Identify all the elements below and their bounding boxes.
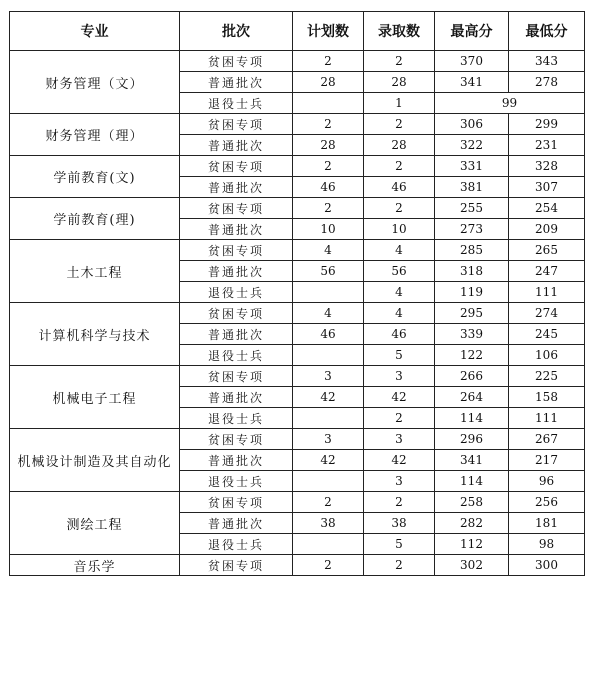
max-score-cell: 258: [435, 492, 509, 513]
max-score-cell: 114: [435, 408, 509, 429]
header-row: [10, 12, 585, 51]
major-cell: 财务管理（文）: [10, 51, 180, 114]
admitted-cell: 5: [364, 345, 435, 366]
batch-cell: 贫困专项: [180, 156, 293, 177]
batch-cell: 贫困专项: [180, 114, 293, 135]
batch-cell: 退役士兵: [180, 93, 293, 114]
admitted-cell: 2: [364, 555, 435, 576]
max-score-cell: 119: [435, 282, 509, 303]
max-score-cell: 282: [435, 513, 509, 534]
major-cell: 土木工程: [10, 240, 180, 303]
batch-cell: 退役士兵: [180, 282, 293, 303]
plan-cell: 56: [293, 261, 364, 282]
max-score-cell: 381: [435, 177, 509, 198]
batch-cell: 退役士兵: [180, 471, 293, 492]
plan-cell: 4: [293, 303, 364, 324]
plan-cell: 2: [293, 492, 364, 513]
header-major: 专业: [10, 12, 180, 51]
plan-cell: [293, 408, 364, 429]
max-score-cell: 341: [435, 450, 509, 471]
header-admitted: 录取数: [364, 12, 435, 51]
table-row: [10, 303, 585, 324]
min-score-cell: 158: [509, 387, 585, 408]
admitted-cell: 3: [364, 429, 435, 450]
table-row: [10, 240, 585, 261]
batch-cell: 普通批次: [180, 219, 293, 240]
plan-cell: [293, 345, 364, 366]
plan-cell: 2: [293, 198, 364, 219]
min-score-cell: 307: [509, 177, 585, 198]
batch-cell: 退役士兵: [180, 345, 293, 366]
plan-cell: 2: [293, 156, 364, 177]
batch-cell: 普通批次: [180, 450, 293, 471]
plan-cell: 2: [293, 114, 364, 135]
plan-cell: [293, 282, 364, 303]
batch-cell: 贫困专项: [180, 240, 293, 261]
admitted-cell: 2: [364, 51, 435, 72]
min-score-cell: 245: [509, 324, 585, 345]
max-score-cell: 255: [435, 198, 509, 219]
max-score-cell: 295: [435, 303, 509, 324]
min-score-cell: 265: [509, 240, 585, 261]
plan-cell: 42: [293, 387, 364, 408]
admitted-cell: 3: [364, 366, 435, 387]
table-row: [10, 555, 585, 576]
max-score-cell: 322: [435, 135, 509, 156]
header-min-score: 最低分: [509, 12, 585, 51]
plan-cell: 4: [293, 240, 364, 261]
batch-cell: 退役士兵: [180, 534, 293, 555]
max-score-cell: 339: [435, 324, 509, 345]
min-score-cell: 96: [509, 471, 585, 492]
max-score-cell: 285: [435, 240, 509, 261]
max-score-cell: 318: [435, 261, 509, 282]
plan-cell: [293, 93, 364, 114]
max-score-cell: 266: [435, 366, 509, 387]
admitted-cell: 4: [364, 303, 435, 324]
plan-cell: 46: [293, 177, 364, 198]
min-score-cell: 217: [509, 450, 585, 471]
plan-cell: 28: [293, 72, 364, 93]
table-row: [10, 492, 585, 513]
max-score-cell: 114: [435, 471, 509, 492]
batch-cell: 普通批次: [180, 72, 293, 93]
max-score-cell: 273: [435, 219, 509, 240]
header-batch: 批次: [180, 12, 293, 51]
major-cell: 学前教育(文): [10, 156, 180, 198]
min-score-cell: 209: [509, 219, 585, 240]
batch-cell: 普通批次: [180, 177, 293, 198]
min-score-cell: 225: [509, 366, 585, 387]
admitted-cell: 42: [364, 387, 435, 408]
min-score-cell: 274: [509, 303, 585, 324]
plan-cell: [293, 534, 364, 555]
admitted-cell: 5: [364, 534, 435, 555]
batch-cell: 贫困专项: [180, 198, 293, 219]
admitted-cell: 46: [364, 324, 435, 345]
batch-cell: 普通批次: [180, 513, 293, 534]
max-score-cell: 296: [435, 429, 509, 450]
major-cell: 学前教育(理): [10, 198, 180, 240]
max-score-cell: 331: [435, 156, 509, 177]
admitted-cell: 2: [364, 114, 435, 135]
admitted-cell: 28: [364, 135, 435, 156]
min-score-cell: 300: [509, 555, 585, 576]
min-score-cell: 278: [509, 72, 585, 93]
admitted-cell: 2: [364, 492, 435, 513]
plan-cell: 28: [293, 135, 364, 156]
min-score-cell: 231: [509, 135, 585, 156]
plan-cell: 3: [293, 429, 364, 450]
batch-cell: 普通批次: [180, 324, 293, 345]
min-score-cell: 111: [509, 282, 585, 303]
plan-cell: 2: [293, 555, 364, 576]
admitted-cell: 42: [364, 450, 435, 471]
batch-cell: 贫困专项: [180, 51, 293, 72]
admitted-cell: 2: [364, 198, 435, 219]
batch-cell: 普通批次: [180, 387, 293, 408]
max-score-cell: 306: [435, 114, 509, 135]
table-row: [10, 198, 585, 219]
admitted-cell: 4: [364, 240, 435, 261]
batch-cell: 贫困专项: [180, 303, 293, 324]
score-cell: 99: [435, 93, 585, 114]
batch-cell: 贫困专项: [180, 366, 293, 387]
admitted-cell: 2: [364, 408, 435, 429]
min-score-cell: 106: [509, 345, 585, 366]
max-score-cell: 112: [435, 534, 509, 555]
major-cell: 计算机科学与技术: [10, 303, 180, 366]
admission-table: [9, 11, 585, 576]
header-plan: 计划数: [293, 12, 364, 51]
min-score-cell: 247: [509, 261, 585, 282]
batch-cell: 退役士兵: [180, 408, 293, 429]
table-row: [10, 114, 585, 135]
batch-cell: 普通批次: [180, 261, 293, 282]
batch-cell: 贫困专项: [180, 429, 293, 450]
admitted-cell: 4: [364, 282, 435, 303]
table-row: [10, 366, 585, 387]
min-score-cell: 98: [509, 534, 585, 555]
header-max-score: 最高分: [435, 12, 509, 51]
major-cell: 机械电子工程: [10, 366, 180, 429]
min-score-cell: 267: [509, 429, 585, 450]
admitted-cell: 28: [364, 72, 435, 93]
table-row: [10, 156, 585, 177]
plan-cell: 3: [293, 366, 364, 387]
major-cell: 机械设计制造及其自动化: [10, 429, 180, 492]
max-score-cell: 370: [435, 51, 509, 72]
max-score-cell: 341: [435, 72, 509, 93]
plan-cell: 10: [293, 219, 364, 240]
min-score-cell: 181: [509, 513, 585, 534]
admitted-cell: 2: [364, 156, 435, 177]
max-score-cell: 302: [435, 555, 509, 576]
admitted-cell: 3: [364, 471, 435, 492]
plan-cell: 2: [293, 51, 364, 72]
min-score-cell: 328: [509, 156, 585, 177]
max-score-cell: 122: [435, 345, 509, 366]
plan-cell: 42: [293, 450, 364, 471]
major-cell: 测绘工程: [10, 492, 180, 555]
major-cell: 财务管理（理）: [10, 114, 180, 156]
min-score-cell: 256: [509, 492, 585, 513]
admitted-cell: 1: [364, 93, 435, 114]
admitted-cell: 46: [364, 177, 435, 198]
batch-cell: 贫困专项: [180, 492, 293, 513]
plan-cell: 38: [293, 513, 364, 534]
min-score-cell: 343: [509, 51, 585, 72]
min-score-cell: 299: [509, 114, 585, 135]
table-row: [10, 51, 585, 72]
min-score-cell: 254: [509, 198, 585, 219]
plan-cell: 46: [293, 324, 364, 345]
batch-cell: 贫困专项: [180, 555, 293, 576]
major-cell: 音乐学: [10, 555, 180, 576]
admitted-cell: 10: [364, 219, 435, 240]
admitted-cell: 56: [364, 261, 435, 282]
table-row: [10, 429, 585, 450]
admitted-cell: 38: [364, 513, 435, 534]
plan-cell: [293, 471, 364, 492]
batch-cell: 普通批次: [180, 135, 293, 156]
min-score-cell: 111: [509, 408, 585, 429]
max-score-cell: 264: [435, 387, 509, 408]
